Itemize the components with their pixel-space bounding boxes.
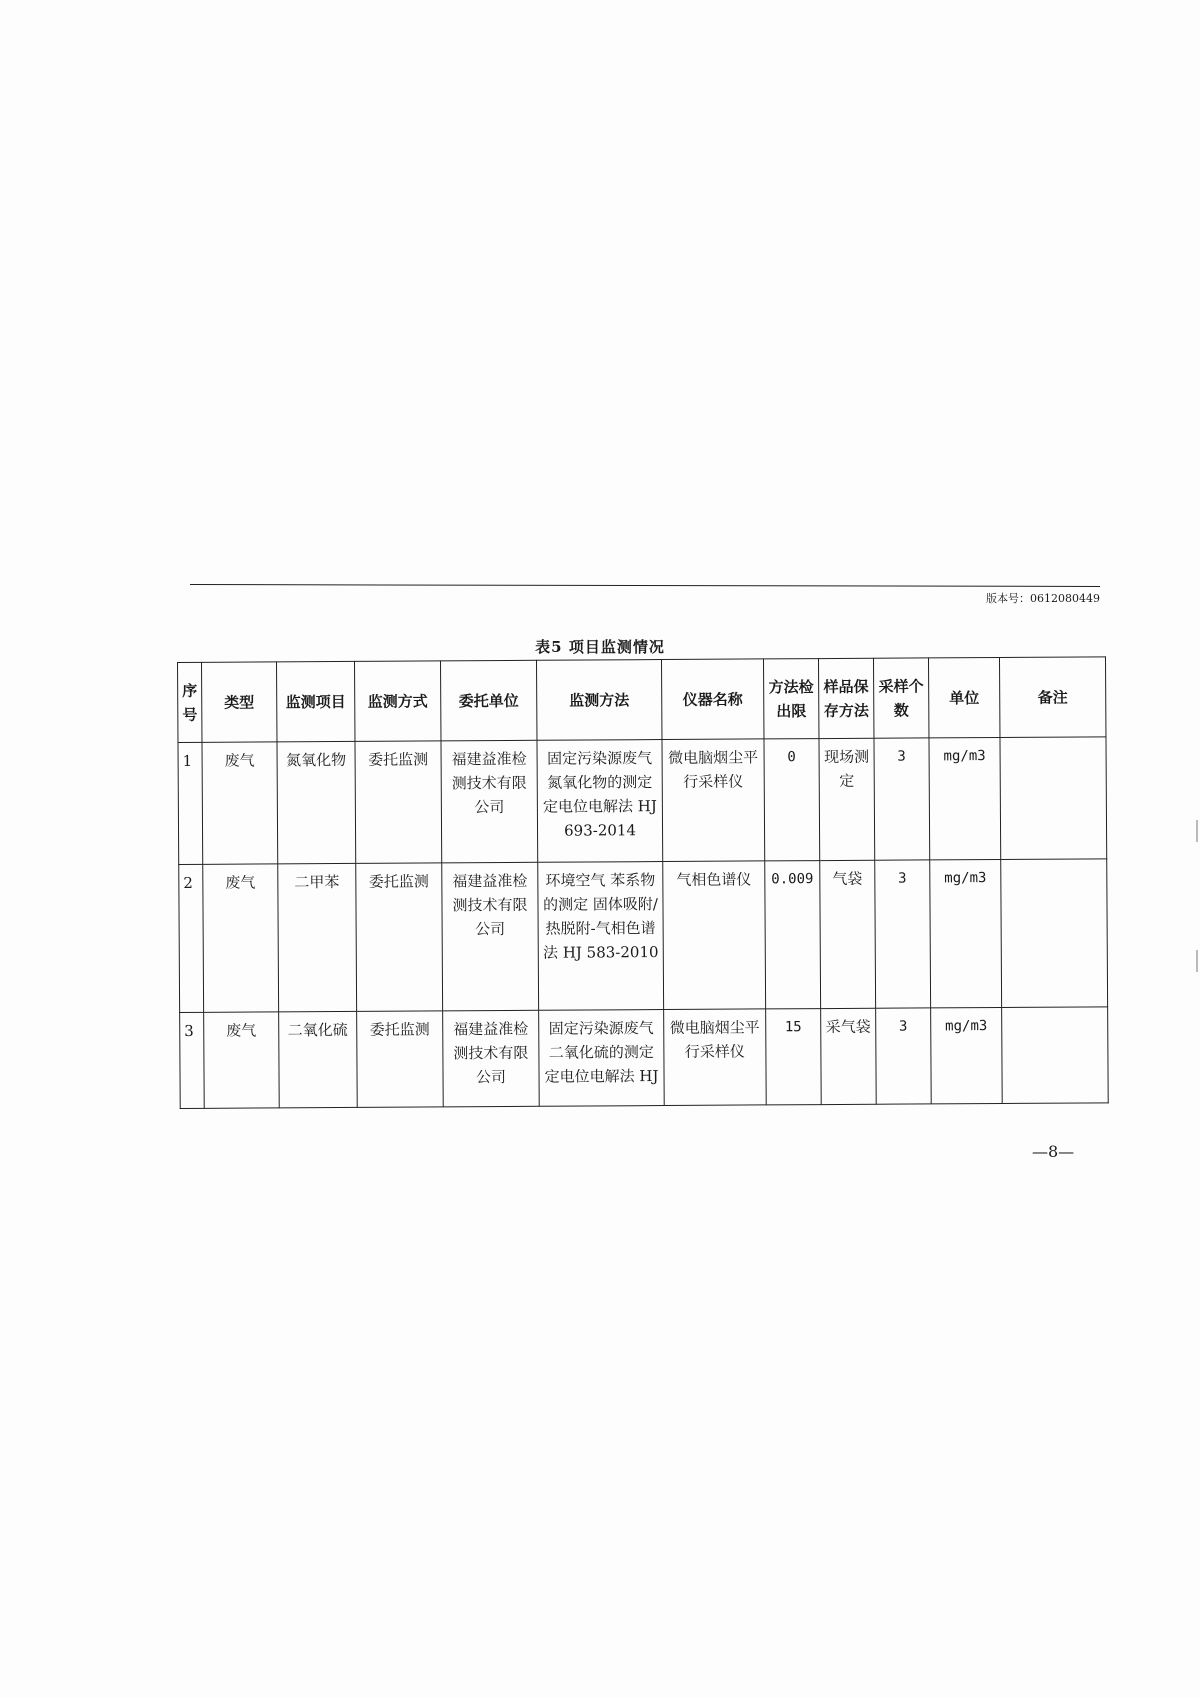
cell-instrument: 微电脑烟尘平行采样仪 xyxy=(664,1009,767,1106)
cell-item: 二甲苯 xyxy=(278,863,357,1011)
cell-storage: 现场测定 xyxy=(819,738,875,860)
scan-edge-mark xyxy=(1196,950,1198,972)
table-row xyxy=(178,737,1107,865)
cell-storage: 气袋 xyxy=(820,860,876,1008)
cell-count: 3 xyxy=(875,860,931,1008)
cell-limit: 0.009 xyxy=(765,861,821,1009)
table-header-row xyxy=(178,657,1106,743)
cell-mode: 委托监测 xyxy=(355,741,442,864)
cell-remark xyxy=(1001,859,1108,1008)
cell-item: 氮氧化物 xyxy=(277,741,356,863)
cell-unit: mg/m3 xyxy=(931,1007,1003,1103)
col-header-item: 监测项目 xyxy=(277,661,355,741)
scan-edge-mark xyxy=(1196,820,1198,842)
cell-limit: 0 xyxy=(764,739,820,861)
cell-item: 二氧化硫 xyxy=(279,1011,358,1107)
cell-type: 废气 xyxy=(202,742,278,864)
col-header-mode: 监测方式 xyxy=(354,661,440,742)
cell-remark xyxy=(1002,1007,1109,1104)
header-rule xyxy=(190,584,1100,587)
cell-org: 福建益准检测技术有限公司 xyxy=(442,862,539,1011)
cell-method: 固定污染源废气 二氧化硫的测定 定电位电解法 HJ xyxy=(539,1010,665,1107)
col-header-type: 类型 xyxy=(202,662,277,742)
cell-remark xyxy=(1000,737,1107,860)
cell-mode: 委托监测 xyxy=(356,863,443,1012)
cell-method: 固定污染源废气 氮氧化物的测定 定电位电解法 HJ 693-2014 xyxy=(537,740,663,863)
cell-no: 2 xyxy=(179,864,204,1012)
cell-type: 废气 xyxy=(203,864,279,1012)
col-header-remark: 备注 xyxy=(999,657,1105,738)
cell-count: 3 xyxy=(874,738,930,860)
cell-unit: mg/m3 xyxy=(930,859,1002,1007)
cell-unit: mg/m3 xyxy=(929,737,1001,859)
cell-storage: 采气袋 xyxy=(821,1008,877,1104)
col-header-unit: 单位 xyxy=(928,657,999,737)
cell-count: 3 xyxy=(876,1008,932,1104)
cell-no: 1 xyxy=(178,742,203,864)
col-header-storage: 样品保存方法 xyxy=(818,658,873,738)
cell-org: 福建益准检测技术有限公司 xyxy=(441,740,538,863)
cell-no: 3 xyxy=(180,1012,205,1108)
col-header-no: 序号 xyxy=(178,662,202,742)
col-header-org: 委托单位 xyxy=(440,660,536,741)
page-number: —8— xyxy=(1032,1142,1075,1161)
cell-instrument: 气相色谱仪 xyxy=(663,861,766,1010)
col-header-method: 监测方法 xyxy=(536,660,661,741)
col-header-count: 采样个数 xyxy=(873,658,928,738)
table-row xyxy=(179,859,1108,1013)
col-header-limit: 方法检出限 xyxy=(763,659,818,739)
cell-org: 福建益准检测技术有限公司 xyxy=(443,1010,540,1107)
version-number: 版本号：0612080449 xyxy=(986,592,1100,605)
cell-method: 环境空气 苯系物的测定 固体吸附/热脱附-气相色谱法 HJ 583-2010 xyxy=(538,862,664,1011)
table-caption: 表5 项目监测情况 xyxy=(535,638,665,656)
cell-instrument: 微电脑烟尘平行采样仪 xyxy=(662,739,765,862)
cell-limit: 15 xyxy=(766,1009,822,1105)
cell-mode: 委托监测 xyxy=(357,1011,444,1108)
table-row xyxy=(180,1007,1109,1109)
col-header-instrument: 仪器名称 xyxy=(661,659,763,740)
monitoring-table xyxy=(177,656,1109,1109)
cell-type: 废气 xyxy=(204,1012,280,1108)
